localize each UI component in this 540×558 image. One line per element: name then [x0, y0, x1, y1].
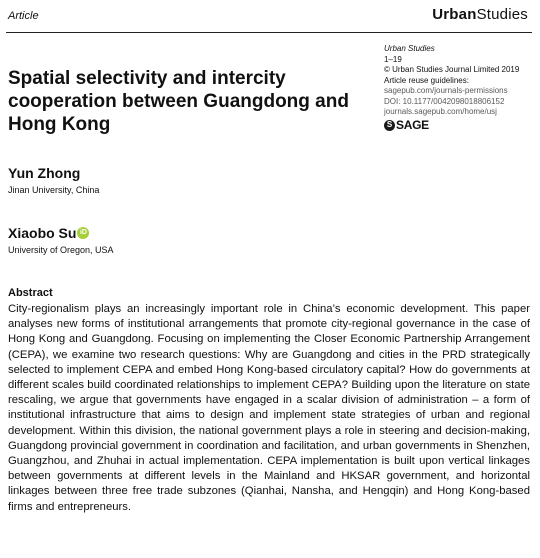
meta-journal-name: Urban Studies: [384, 44, 435, 53]
journal-logo-studies: Studies: [476, 6, 528, 23]
author-name: Xiaobo Su: [8, 225, 77, 241]
sage-logo-icon: S: [384, 120, 395, 131]
abstract-text: City-regionalism plays an increasingly important role in China’s economic development. This paper analyses new forms of institutional arrangements that promote city-regional governance in the case of Hong Kong and Guangdong. Focusing on implementing the Closer Economic Partnership Arrangement (CEPA), we examine two research questions: Why are Guangdong and cities in the PRD strategically selected to implement CEPA and embed Hong Kong-based circulatory capital? How do governments at different scales build coordinated relationships to implement CEPA? Building upon the literature on state rescaling, we argue that governments have engaged in a scalar division of administration – a form of institutional infrastructure that aims to design and implement state strategies of urban and regional development. Within this division, the national government plays a role in steering and decision-making, Guangdong provincial government in coordination and facilitation, and urban governments in Shenzhen, Guangzhou, and Zhuhai in actual implementation. CEPA implementation is built upon vertical linkages between governments at different levels in the Mainland and HKSAR government, and horizontal linkages between three free trade subzones (Qianhai, Nansha, and Hengqin) and Hong Kong-based firms and entrepreneurs.: [8, 303, 530, 513]
sage-logo-text: SAGE: [396, 117, 429, 132]
meta-copyright: © Urban Studies Journal Limited 2019: [384, 65, 520, 74]
doi-link[interactable]: DOI: 10.1177/0042098018806152: [384, 96, 505, 106]
meta-pages: 1–19: [384, 54, 402, 64]
author-name: Yun Zhong: [8, 165, 81, 181]
header-rule: [6, 32, 532, 33]
publication-meta: [384, 44, 536, 131]
meta-reuse-label: Article reuse guidelines:: [384, 75, 469, 85]
paper-title: Spatial selectivity and intercity cooperation between Guangdong and Hong Kong: [8, 68, 349, 135]
sage-logo: [384, 117, 536, 132]
journal-logo: [432, 6, 528, 23]
author-affiliation: Jinan University, China: [8, 185, 100, 195]
article-type-label: Article: [8, 10, 39, 22]
author-affiliation: University of Oregon, USA: [8, 245, 114, 255]
orcid-icon[interactable]: iD: [77, 227, 89, 239]
journal-logo-urban: Urban: [432, 6, 477, 23]
reuse-link[interactable]: sagepub.com/journals-permissions: [384, 86, 508, 95]
author-name-block: [8, 225, 89, 241]
abstract-heading: Abstract: [8, 287, 53, 299]
journal-url-link[interactable]: journals.sagepub.com/home/usj: [384, 107, 497, 116]
